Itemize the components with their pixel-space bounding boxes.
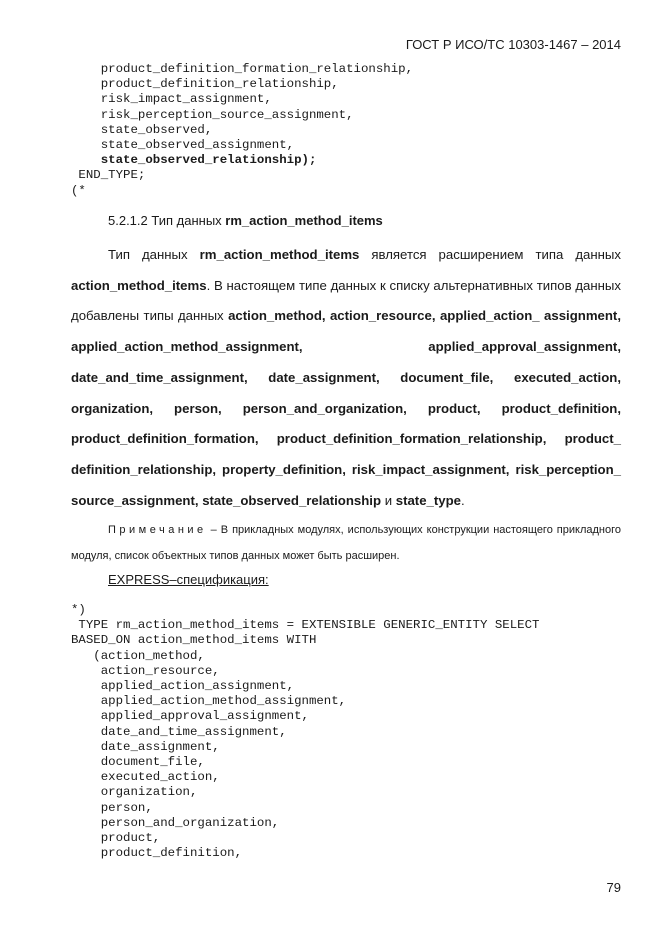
code-line: action_resource, [71,663,220,678]
code-line: TYPE rm_action_method_items = EXTENSIBLE GENERIC_ENTITY SELECT [71,618,540,633]
para-term: action_method_items [71,277,207,293]
code-line: risk_impact_assignment, [71,92,272,107]
para-text: . В настоящем типе данных к списку альтернативных типов данных добавлены типы данных [71,277,621,324]
para-term-list: action_method, action_resource, applied_action_ assignment, applied_action_method_assignment, applied_approval_assignment, date_and_time_assignment, date_assignment, document_file, executed_action, organization, person, person_and_organization, product, product_definition, product_definition_formation, product_definition_formation_relationship, product_ definition_relationship, property_definition, risk_impact_assignment, risk_perception_ source_assignment, state_observed_relationship [71,308,621,508]
code-line: product_definition_relationship, [71,77,339,92]
note-paragraph [71,517,621,569]
page-number: 79 [606,880,621,895]
code-line: (action_method, [71,648,205,663]
code-line: product_definition_formation_relationship, [71,62,414,76]
code-line: person_and_organization, [71,815,280,830]
section-number: 5.2.1.2 Тип данных [108,213,222,228]
code-line: applied_action_method_assignment, [71,694,347,709]
code-line: (* [71,183,86,198]
code-line: date_assignment, [71,739,220,754]
code-line: person, [71,800,153,815]
section-heading [108,213,383,228]
code-line: END_TYPE; [71,168,146,183]
code-line: *) [71,603,86,617]
express-code-top [71,62,413,199]
code-line: state_observed_assignment, [71,138,295,153]
code-line-bold: state_observed_relationship); [71,153,317,168]
code-line: executed_action, [71,770,220,785]
para-term: state_type [395,492,461,508]
note-text: – В прикладных модулях, использующих конструкции настоящего прикладного модуля, список объектных типов данных может быть расширен. [71,524,621,562]
para-text: является расширением типа данных [371,247,621,262]
express-spec-label: EXPRESS–спецификация: [108,572,269,587]
code-line: BASED_ON action_method_items WITH [71,633,317,648]
code-line: document_file, [71,755,205,770]
express-code-bottom [71,603,539,861]
para-text: и [384,492,393,508]
note-label: Примечание [108,524,207,536]
code-line: state_observed, [71,122,213,137]
description-paragraph [71,240,621,516]
code-line: date_and_time_assignment, [71,724,287,739]
code-line: product, [71,831,161,846]
code-line: applied_action_assignment, [71,679,295,694]
code-line: organization, [71,785,198,800]
code-line: product_definition, [71,846,243,861]
code-line: applied_approval_assignment, [71,709,309,724]
page-header: ГОСТ Р ИСО/ТС 10303-1467 – 2014 [405,37,621,52]
para-text: . [461,492,465,508]
section-type-name: rm_action_method_items [225,213,383,228]
code-line: risk_perception_source_assignment, [71,107,354,122]
para-text: Тип данных [108,247,188,262]
para-term: rm_action_method_items [199,247,360,262]
